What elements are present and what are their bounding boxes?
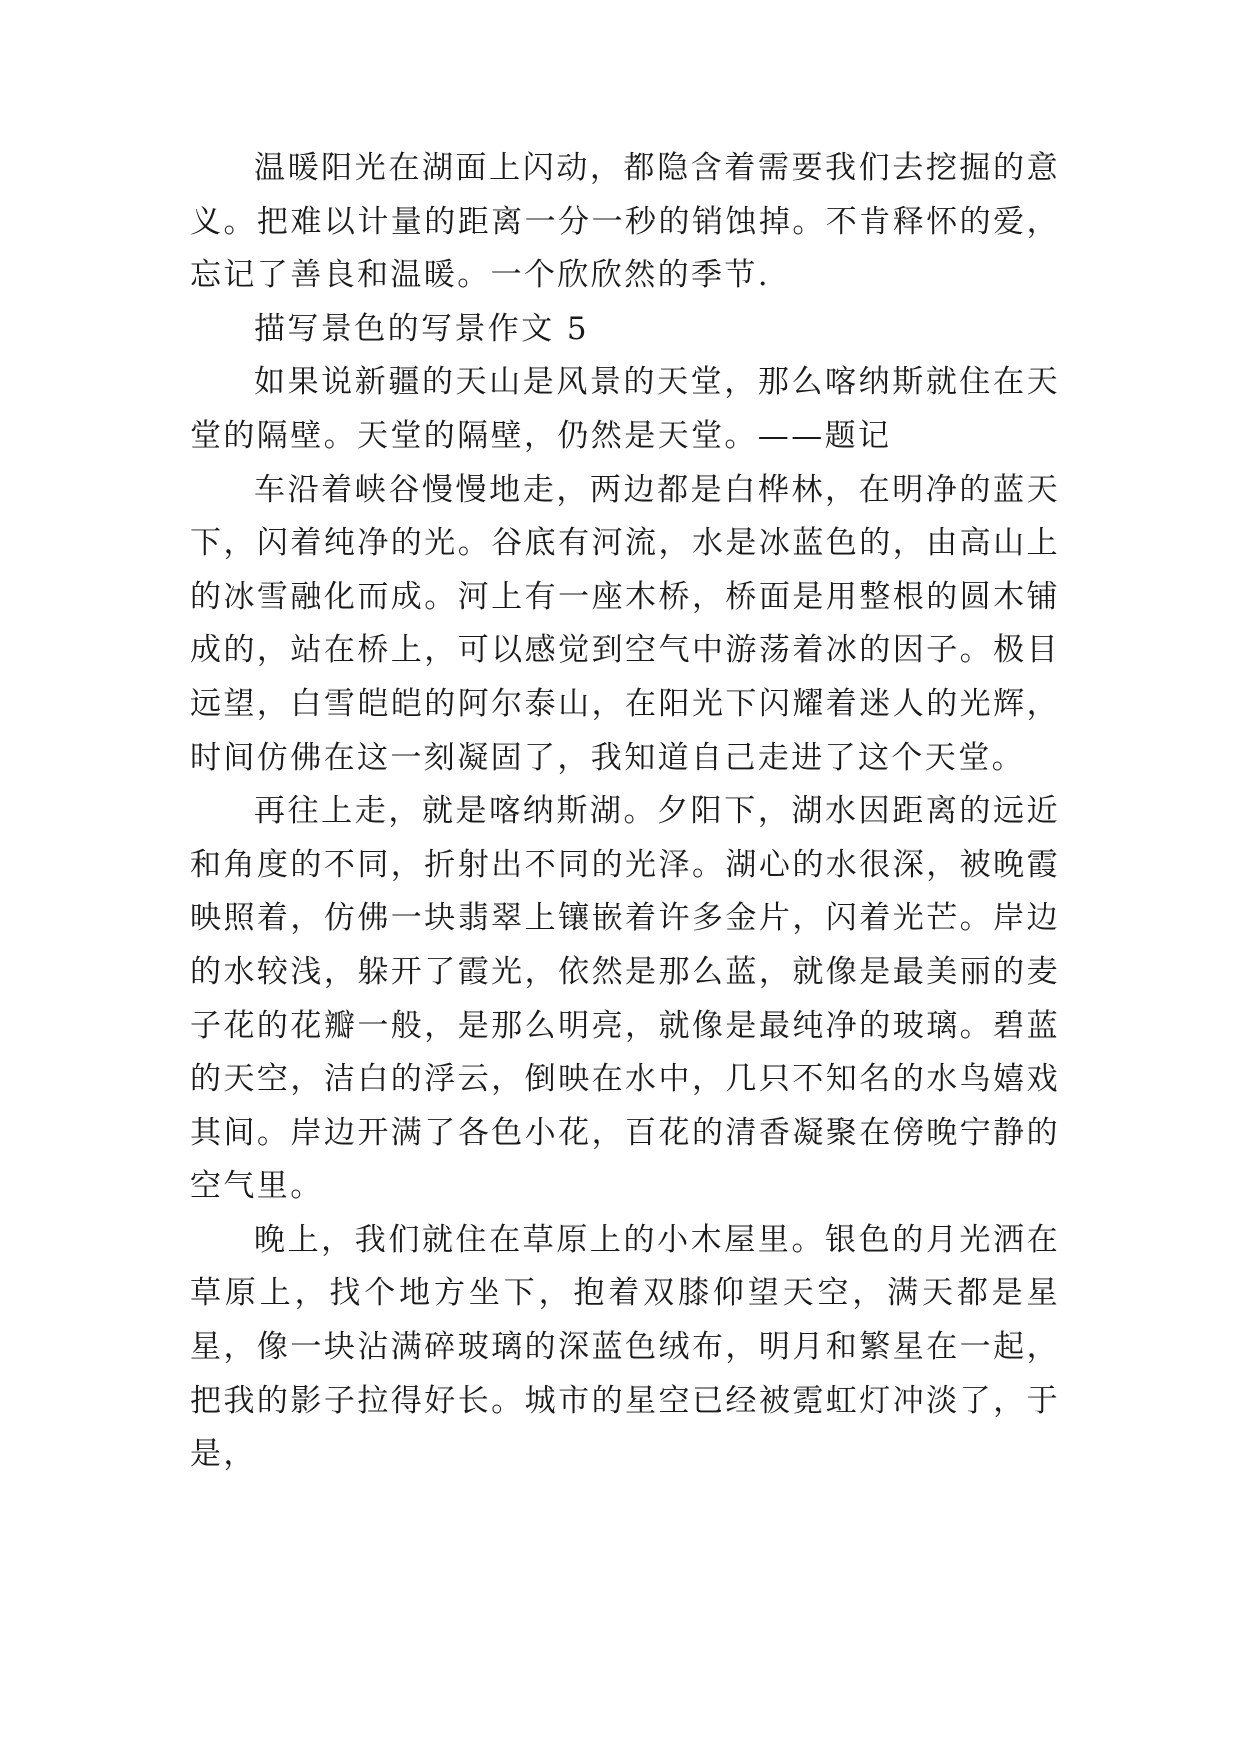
paragraph-4: 晚上，我们就住在草原上的小木屋里。银色的月光洒在草原上，找个地方坐下，抱着双膝仰望天空，满天都是星星，像一块沾满碎玻璃的深蓝色绒布，明月和繁星在一起，把我的影子拉得好长。城市的星空已经被霓虹灯冲淡了，于是，: [190, 1221, 1060, 1473]
section-heading: 描写景色的写景作文 5: [254, 310, 589, 347]
paragraph-2: 车沿着峡谷慢慢地走，两边都是白桦林，在明净的蓝天下，闪着纯净的光。谷底有河流，水是冰蓝色的，由高山上的冰雪融化而成。河上有一座木桥，桥面是用整根的圆木铺成的，站在桥上，可以感觉到空气中游荡着冰的因子。极目远望，白雪皑皑的阿尔泰山，在阳光下闪耀着迷人的光辉，时间仿佛在这一刻凝固了，我知道自己走进了这个天堂。: [190, 471, 1060, 776]
paragraph-3: 再往上走，就是喀纳斯湖。夕阳下，湖水因距离的远近和角度的不同，折射出不同的光泽。湖心的水很深，被晚霞映照着，仿佛一块翡翠上镶嵌着许多金片，闪着光芒。岸边的水较浅，躲开了霞光，依然是那么蓝，就像是最美丽的麦子花的花瓣一般，是那么明亮，就像是最纯净的玻璃。碧蓝的天空，洁白的浮云，倒映在水中，几只不知名的水鸟嬉戏其间。岸边开满了各色小花，百花的清香凝聚在傍晚宁静的空气里。: [190, 793, 1060, 1205]
paragraph-epigraph: 如果说新疆的天山是风景的天堂，那么喀纳斯就住在天堂的隔壁。天堂的隔壁，仍然是天堂。——题记: [190, 364, 1060, 454]
paragraph-1: 温暖阳光在湖面上闪动，都隐含着需要我们去挖掘的意义。把难以计量的距离一分一秒的销蚀掉。不肯释怀的爱，忘记了善良和温暖。一个欣欣然的季节.: [190, 150, 1060, 294]
document-page: [190, 142, 1060, 1482]
